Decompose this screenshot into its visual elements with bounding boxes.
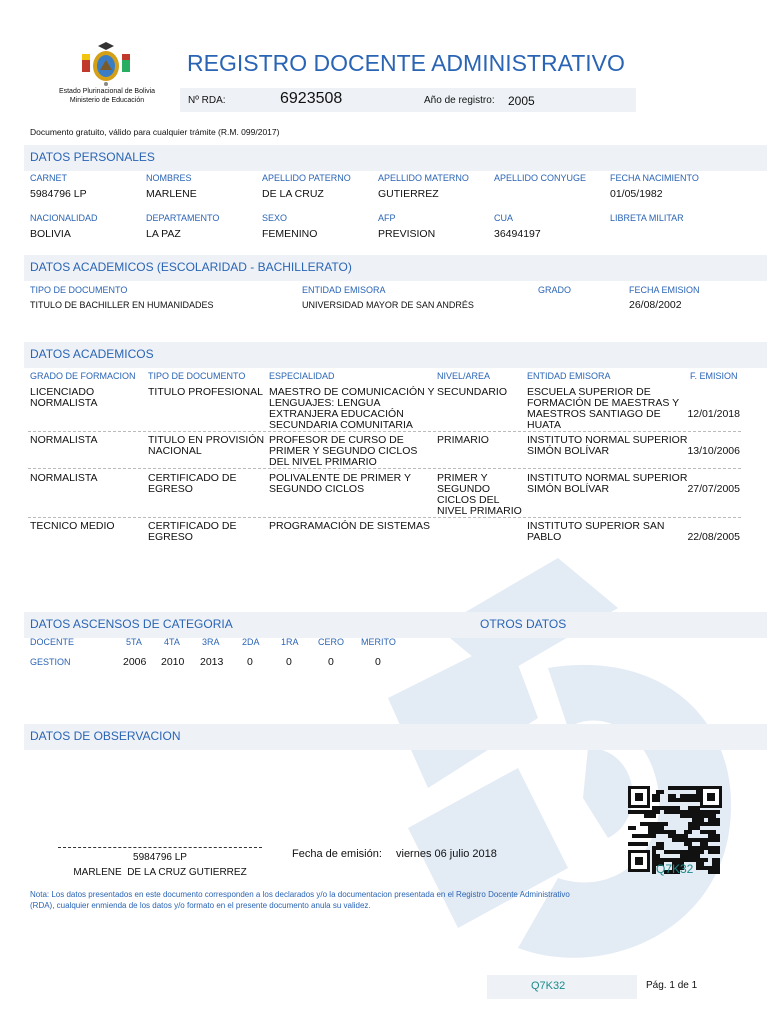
signature-carnet: 5984796 LP — [133, 852, 187, 863]
section-title: DATOS ASCENSOS DE CATEGORIA — [30, 617, 233, 631]
ministry-name: Ministerio de Educación — [69, 97, 145, 104]
section-observacion — [24, 724, 767, 750]
table-cell: ESCUELA SUPERIOR DE FORMACIÓN DE MAESTRAS Y MAESTROS SANTIAGO DE HUATA — [527, 386, 680, 431]
field-label: DEPARTAMENTO — [146, 213, 220, 223]
row-divider — [28, 517, 741, 518]
field-label: CARNET — [30, 173, 68, 183]
field-label: SEXO — [262, 213, 288, 223]
sexo-value: FEMENINO — [262, 228, 318, 240]
table-cell: INSTITUTO SUPERIOR SAN PABLO — [527, 520, 665, 543]
fecha-emision-cell: 12/01/2018 — [687, 407, 740, 420]
field-label: LIBRETA MILITAR — [610, 213, 684, 223]
fecha-emision-value: viernes 06 julio 2018 — [396, 848, 497, 860]
column-header: F. EMISION — [690, 371, 738, 381]
fecha-emision-cell: 27/07/2005 — [687, 482, 740, 495]
section-title: DATOS PERSONALES — [30, 150, 155, 164]
field-label: NOMBRES — [146, 173, 192, 183]
paterno-value: DE LA CRUZ — [262, 188, 324, 200]
table-cell: 2010 — [161, 656, 185, 668]
afp-value: PREVISION — [378, 228, 436, 240]
section-ascensos — [24, 612, 767, 638]
coat-of-arms-icon — [78, 40, 134, 88]
fecha-emision-label: Fecha de emisión: — [292, 848, 382, 860]
table-cell: TITULO DE BACHILLER EN HUMANIDADES — [30, 300, 214, 310]
free-document-note: Documento gratuito, válido para cualquier trámite (R.M. 099/2017) — [30, 127, 280, 137]
nacionalidad-value: BOLIVIA — [30, 228, 71, 240]
anio-value: 2005 — [508, 94, 535, 108]
field-label: AFP — [378, 213, 396, 223]
row-label: GESTION — [30, 657, 71, 667]
row-divider — [28, 431, 741, 432]
column-header: DOCENTE — [30, 637, 75, 647]
nombres-value: MARLENE — [146, 188, 197, 200]
anio-label: Año de registro: — [424, 95, 495, 106]
rda-value: 6923508 — [280, 90, 343, 107]
section-bachillerato — [24, 255, 767, 281]
table-cell: 0 — [286, 656, 292, 668]
table-cell: POLIVALENTE DE PRIMER Y SEGUNDO CICLOS — [269, 472, 411, 495]
table-cell: UNIVERSIDAD MAYOR DE SAN ANDRÉS — [302, 300, 474, 310]
field-label: CUA — [494, 213, 514, 223]
column-header: TIPO DE DOCUMENTO — [148, 371, 246, 381]
table-cell: NORMALISTA — [30, 472, 98, 484]
signature-name: MARLENE DE LA CRUZ GUTIERREZ — [73, 867, 247, 878]
table-cell: PROFESOR DE CURSO DE PRIMER Y SEGUNDO CICLOS DEL NIVEL PRIMARIO — [269, 434, 418, 468]
section-title: DATOS DE OBSERVACION — [30, 729, 181, 743]
column-header: NIVEL/AREA — [437, 371, 491, 381]
rda-bar — [180, 88, 636, 112]
field-label: APELLIDO PATERNO — [262, 173, 351, 183]
nacimiento-value: 01/05/1982 — [610, 188, 663, 200]
section-title: DATOS ACADEMICOS — [30, 347, 154, 361]
org-name: Estado Plurinacional de Bolivia — [58, 88, 156, 95]
carnet-value: 5984796 LP — [30, 188, 87, 200]
column-header: GRADO — [538, 285, 572, 295]
page-title: REGISTRO DOCENTE ADMINISTRATIVO — [187, 50, 625, 76]
table-cell: CERTIFICADO DE EGRESO — [148, 472, 237, 495]
column-header: CERO — [318, 637, 345, 647]
column-header: 3RA — [202, 637, 220, 647]
row-divider — [28, 468, 741, 469]
table-cell: INSTITUTO NORMAL SUPERIOR SIMÓN BOLÍVAR — [527, 472, 688, 495]
table-cell: TITULO EN PROVISIÓN NACIONAL — [148, 434, 265, 457]
table-cell: 0 — [375, 656, 381, 668]
column-header: ESPECIALIDAD — [269, 371, 335, 381]
field-label: NACIONALIDAD — [30, 213, 98, 223]
materno-value: GUTIERREZ — [378, 188, 439, 200]
table-cell: 0 — [247, 656, 253, 668]
table-cell: PRIMARIO — [437, 434, 489, 446]
section-title: DATOS ACADEMICOS (ESCOLARIDAD - BACHILLERATO) — [30, 260, 352, 274]
page-number: Pág. 1 de 1 — [646, 980, 698, 991]
table-cell: INSTITUTO NORMAL SUPERIOR SIMÓN BOLÍVAR — [527, 434, 688, 457]
table-cell: 2013 — [200, 656, 224, 668]
rda-label: Nº RDA: — [188, 95, 226, 106]
table-cell: CERTIFICADO DE EGRESO — [148, 520, 237, 543]
column-header: TIPO DE DOCUMENTO — [30, 285, 128, 295]
qr-code-text: Q7K32 — [656, 862, 694, 876]
footer-code: Q7K32 — [531, 980, 566, 992]
field-label: APELLIDO CONYUGE — [494, 173, 587, 183]
fecha-emision-cell: 22/08/2005 — [687, 530, 740, 543]
column-header: FECHA EMISION — [629, 285, 700, 295]
disclaimer-note: Nota: Los datos presentados en este documento corresponden a los declarados y/o la documentacion presentada en el Registro Docente Administrativo (RDA), cualquier enmienda de los datos y/o formato en el presente documento anula su validez. — [30, 890, 570, 910]
table-cell: MAESTRO DE COMUNICACIÓN Y LENGUAJES: LENGUA EXTRANJERA EDUCACIÓN SECUNDARIA COMUNITARIA — [269, 386, 435, 431]
column-header: 5TA — [126, 637, 142, 647]
table-cell: PRIMER Y SEGUNDO CICLOS DEL NIVEL PRIMARIO — [437, 472, 522, 517]
otros-datos-title: OTROS DATOS — [480, 617, 567, 631]
table-cell: NORMALISTA — [30, 434, 98, 446]
field-label: APELLIDO MATERNO — [378, 173, 469, 183]
column-header: MERITO — [361, 637, 396, 647]
qr-code-icon — [628, 786, 722, 874]
column-header: 4TA — [164, 637, 180, 647]
column-header: ENTIDAD EMISORA — [527, 371, 611, 381]
signature-line — [58, 847, 262, 848]
table-cell: PROGRAMACIÓN DE SISTEMAS — [269, 520, 431, 532]
table-cell: TECNICO MEDIO — [30, 520, 115, 532]
table-cell: TITULO PROFESIONAL — [148, 386, 263, 398]
column-header: 2DA — [242, 637, 260, 647]
fecha-emision-cell: 13/10/2006 — [687, 444, 740, 457]
table-cell: LICENCIADO NORMALISTA — [30, 386, 98, 409]
column-header: GRADO DE FORMACION — [30, 371, 136, 381]
column-header: ENTIDAD EMISORA — [302, 285, 386, 295]
table-cell: 0 — [328, 656, 334, 668]
column-header: 1RA — [281, 637, 299, 647]
section-academicos — [24, 342, 767, 368]
footer-code-box — [487, 975, 637, 999]
departamento-value: LA PAZ — [146, 228, 181, 240]
cua-value: 36494197 — [494, 228, 541, 240]
table-cell: 26/08/2002 — [629, 299, 682, 311]
field-label: FECHA NACIMIENTO — [610, 173, 699, 183]
table-cell: 2006 — [123, 656, 147, 668]
section-personales — [24, 145, 767, 171]
table-cell: SECUNDARIO — [437, 386, 508, 398]
